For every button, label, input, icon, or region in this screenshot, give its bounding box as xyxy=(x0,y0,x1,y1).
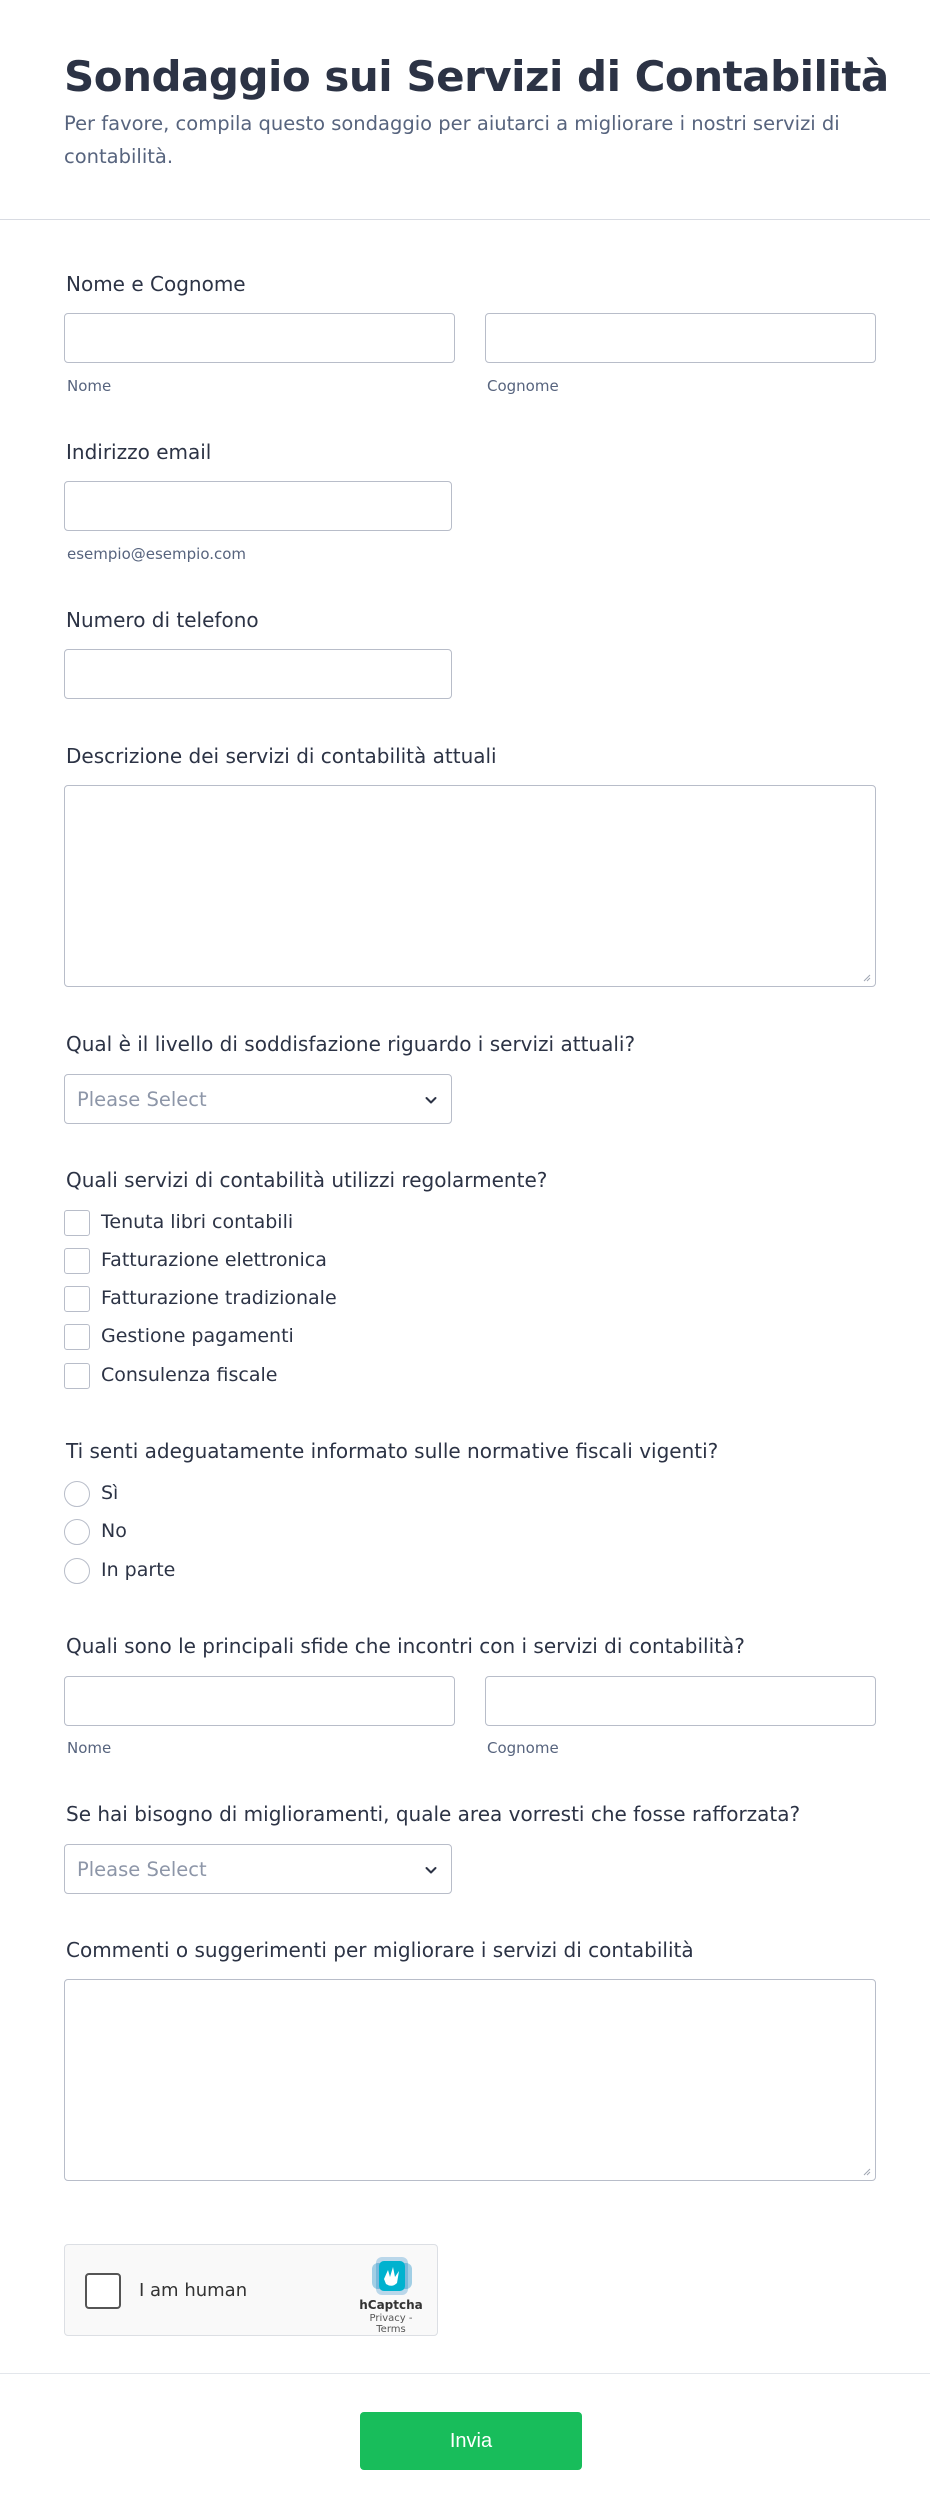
checkbox-label: Fatturazione elettronica xyxy=(101,1249,327,1271)
satisfaction-label: Qual è il livello di soddisfazione riguardo i servizi attuali? xyxy=(66,1032,636,1056)
resize-handle-icon[interactable] xyxy=(862,2167,871,2176)
checkbox-label: Tenuta libri contabili xyxy=(101,1211,294,1233)
improvement-area-label: Se hai bisogno di miglioramenti, quale area vorresti che fosse rafforzata? xyxy=(66,1802,801,1826)
page-title: Sondaggio sui Servizi di Contabilità xyxy=(64,52,889,101)
checkbox[interactable] xyxy=(64,1210,90,1236)
radio-label: No xyxy=(101,1520,127,1542)
first-name-sublabel: Nome xyxy=(67,377,112,395)
radio-button[interactable] xyxy=(64,1558,90,1584)
radio-button[interactable] xyxy=(64,1481,90,1507)
checkbox-label: Consulenza fiscale xyxy=(101,1364,278,1386)
last-name-input[interactable] xyxy=(485,313,876,363)
first-name-input[interactable] xyxy=(64,313,455,363)
last-name-sublabel: Cognome xyxy=(487,377,559,395)
challenges-last-input[interactable] xyxy=(485,1676,876,1726)
hcaptcha-logo-icon xyxy=(370,2255,414,2297)
captcha-links[interactable]: Privacy - Terms xyxy=(369,2313,413,2335)
chevron-down-icon xyxy=(423,1862,439,1878)
checkbox[interactable] xyxy=(64,1324,90,1350)
email-sublabel: esempio@esempio.com xyxy=(67,545,247,563)
satisfaction-select[interactable] xyxy=(64,1074,452,1124)
chevron-down-icon xyxy=(423,1092,439,1108)
services-used-label: Quali servizi di contabilità utilizzi regolarmente? xyxy=(66,1168,548,1192)
checkbox-label: Fatturazione tradizionale xyxy=(101,1287,337,1309)
checkbox[interactable] xyxy=(64,1248,90,1274)
challenges-first-sublabel: Nome xyxy=(67,1739,112,1757)
captcha-widget xyxy=(64,2244,438,2336)
improvement-area-placeholder: Please Select xyxy=(77,1858,207,1881)
phone-input[interactable] xyxy=(64,649,452,699)
informed-label: Ti senti adeguatamente informato sulle normative fiscali vigenti? xyxy=(66,1439,719,1463)
page-subtitle: Per favore, compila questo sondaggio per aiutarci a migliorare i nostri servizi di contabilità. xyxy=(64,112,840,168)
email-input[interactable] xyxy=(64,481,452,531)
checkbox[interactable] xyxy=(64,1363,90,1389)
satisfaction-placeholder: Please Select xyxy=(77,1088,207,1111)
submit-button[interactable]: Invia xyxy=(360,2412,582,2470)
form-header xyxy=(0,0,930,220)
footer-divider xyxy=(0,2373,930,2374)
current-services-label: Descrizione dei servizi di contabilità attuali xyxy=(66,744,497,768)
radio-label: In parte xyxy=(101,1559,176,1581)
challenges-first-input[interactable] xyxy=(64,1676,455,1726)
radio-button[interactable] xyxy=(64,1519,90,1545)
challenges-label: Quali sono le principali sfide che incontri con i servizi di contabilità? xyxy=(66,1634,745,1658)
email-label: Indirizzo email xyxy=(66,440,212,464)
comments-label: Commenti o suggerimenti per migliorare i servizi di contabilità xyxy=(66,1938,694,1962)
comments-textarea[interactable] xyxy=(64,1979,876,2181)
phone-label: Numero di telefono xyxy=(66,608,259,632)
challenges-last-sublabel: Cognome xyxy=(487,1739,559,1757)
radio-label: Sì xyxy=(101,1482,119,1504)
improvement-area-select[interactable] xyxy=(64,1844,452,1894)
captcha-brand: hCaptcha xyxy=(359,2298,423,2312)
captcha-label: I am human xyxy=(139,2280,248,2301)
resize-handle-icon[interactable] xyxy=(862,973,871,982)
current-services-textarea[interactable] xyxy=(64,785,876,987)
checkbox[interactable] xyxy=(64,1286,90,1312)
captcha-checkbox[interactable] xyxy=(85,2273,121,2309)
full-name-label: Nome e Cognome xyxy=(66,272,246,296)
checkbox-label: Gestione pagamenti xyxy=(101,1325,294,1347)
